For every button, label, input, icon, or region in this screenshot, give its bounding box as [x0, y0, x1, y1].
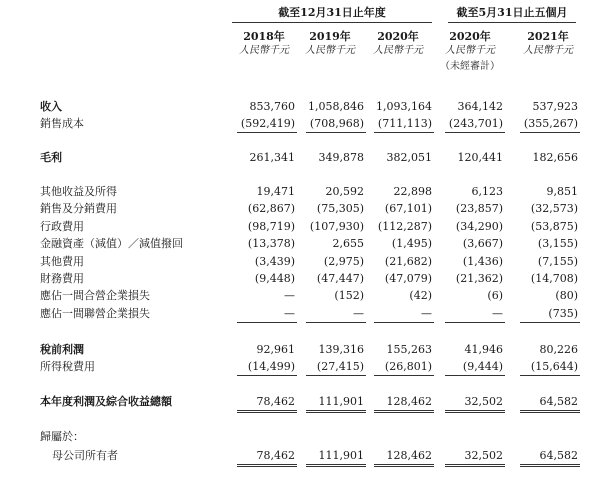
- column-year-2: 2019年: [309, 30, 351, 43]
- column-unit-1: 人民幣千元: [239, 45, 289, 56]
- row-value: (26,801): [384, 360, 432, 373]
- double-underline: [374, 410, 434, 413]
- row-value: 64,582: [539, 449, 578, 462]
- column-year-5: 2021年: [527, 30, 569, 43]
- single-underline: [374, 322, 434, 323]
- row-value: 111,901: [318, 449, 364, 462]
- row-label: 所得稅費用: [40, 360, 95, 373]
- row-value: —: [353, 307, 364, 320]
- single-underline: [445, 132, 505, 133]
- row-value: 1,093,164: [376, 100, 432, 113]
- row-value: 1,058,846: [308, 100, 364, 113]
- single-underline: [520, 322, 580, 323]
- row-label: 本年度利潤及綜合收益總額: [40, 395, 172, 408]
- column-unit-3: 人民幣千元: [373, 45, 423, 56]
- row-value: (14,499): [247, 360, 295, 373]
- row-value: 349,878: [318, 151, 364, 164]
- column-unit-2: 人民幣千元: [305, 45, 355, 56]
- row-value: (6): [487, 289, 503, 302]
- row-value: (1,436): [462, 255, 503, 268]
- column-unit-4: 人民幣千元: [445, 45, 495, 56]
- row-value: 382,051: [386, 151, 432, 164]
- row-label: 其他收益及所得: [40, 185, 117, 198]
- column-year-1: 2018年: [243, 30, 285, 43]
- row-value: (47,447): [316, 272, 364, 285]
- row-value: (107,930): [309, 220, 364, 233]
- row-value: (3,155): [537, 237, 578, 250]
- row-label: 毛利: [40, 151, 62, 164]
- row-value: 139,316: [318, 343, 364, 356]
- single-underline: [445, 322, 505, 323]
- row-value: (14,708): [530, 272, 578, 285]
- row-value: (112,287): [377, 220, 432, 233]
- row-value: (21,362): [455, 272, 503, 285]
- row-label: 銷售成本: [40, 117, 84, 130]
- double-underline: [520, 410, 580, 413]
- row-value: 80,226: [539, 343, 578, 356]
- double-underline: [237, 410, 297, 413]
- period-group-title-year-end: 截至12月31日止年度: [278, 6, 386, 19]
- row-value: (34,290): [455, 220, 503, 233]
- row-value: (13,378): [247, 237, 295, 250]
- row-value: (21,682): [384, 255, 432, 268]
- column-year-4: 2020年: [449, 30, 491, 43]
- row-value: 128,462: [386, 449, 432, 462]
- unaudited-note: （未經審計）: [440, 61, 500, 72]
- row-value: (42): [409, 289, 432, 302]
- row-label: 財務費用: [40, 272, 84, 285]
- row-value: —: [284, 307, 295, 320]
- row-value: (735): [548, 307, 578, 320]
- row-value: 32,502: [464, 449, 503, 462]
- single-underline: [237, 322, 297, 323]
- row-label: 收入: [40, 100, 62, 113]
- row-label: 行政費用: [40, 220, 84, 233]
- row-value: 120,441: [457, 151, 503, 164]
- row-label: 金融資產（減值）／減值撥回: [40, 237, 183, 250]
- row-value: (3,439): [254, 255, 295, 268]
- row-label: 應佔一間聯營企業損失: [40, 307, 150, 320]
- row-value: 32,502: [464, 395, 503, 408]
- row-value: (27,415): [316, 360, 364, 373]
- row-value: 128,462: [386, 395, 432, 408]
- row-value: —: [284, 289, 295, 302]
- single-underline: [306, 132, 366, 133]
- row-value: (2,975): [323, 255, 364, 268]
- row-value: 9,851: [546, 185, 578, 198]
- row-label: 母公司所有者: [52, 449, 118, 462]
- row-value: 537,923: [532, 100, 578, 113]
- row-value: 64,582: [539, 395, 578, 408]
- row-value: 92,961: [256, 343, 295, 356]
- row-value: (243,701): [448, 117, 503, 130]
- header-rule-year-end: [232, 22, 432, 23]
- row-value: 853,760: [249, 100, 295, 113]
- double-underline: [520, 464, 580, 467]
- period-group-title-five-months: 截至5月31日止五個月: [456, 6, 568, 19]
- row-value: 2,655: [332, 237, 364, 250]
- row-value: 6,123: [471, 185, 503, 198]
- double-underline: [374, 464, 434, 467]
- row-value: (67,101): [384, 202, 432, 215]
- row-value: 364,142: [457, 100, 503, 113]
- single-underline: [237, 375, 297, 376]
- row-value: (15,644): [530, 360, 578, 373]
- single-underline: [237, 132, 297, 133]
- row-value: 78,462: [256, 449, 295, 462]
- row-value: (53,875): [530, 220, 578, 233]
- row-value: (9,444): [462, 360, 503, 373]
- double-underline: [306, 464, 366, 467]
- row-value: (708,968): [309, 117, 364, 130]
- row-value: 20,592: [325, 185, 364, 198]
- row-value: (592,419): [240, 117, 295, 130]
- double-underline: [445, 410, 505, 413]
- row-value: (62,867): [247, 202, 295, 215]
- single-underline: [306, 322, 366, 323]
- row-value: 261,341: [249, 151, 295, 164]
- row-value: (1,495): [391, 237, 432, 250]
- row-value: 41,946: [464, 343, 503, 356]
- single-underline: [520, 132, 580, 133]
- double-underline: [445, 464, 505, 467]
- row-value: —: [421, 307, 432, 320]
- row-value: (9,448): [254, 272, 295, 285]
- row-value: 19,471: [256, 185, 295, 198]
- row-label: 歸屬於：: [40, 430, 84, 443]
- column-year-3: 2020年: [377, 30, 419, 43]
- row-value: (75,305): [316, 202, 364, 215]
- row-value: (98,719): [247, 220, 295, 233]
- row-value: 111,901: [318, 395, 364, 408]
- header-rule-five-months: [448, 22, 576, 23]
- double-underline: [306, 410, 366, 413]
- single-underline: [445, 375, 505, 376]
- row-value: (355,267): [523, 117, 578, 130]
- single-underline: [306, 375, 366, 376]
- row-label: 稅前利潤: [40, 343, 84, 356]
- row-value: —: [492, 307, 503, 320]
- column-unit-5: 人民幣千元: [523, 45, 573, 56]
- single-underline: [374, 375, 434, 376]
- row-value: (711,113): [377, 117, 432, 130]
- row-value: (47,079): [384, 272, 432, 285]
- row-value: 182,656: [532, 151, 578, 164]
- row-value: (152): [334, 289, 364, 302]
- row-label: 其他費用: [40, 255, 84, 268]
- row-value: 78,462: [256, 395, 295, 408]
- row-value: (23,857): [455, 202, 503, 215]
- single-underline: [520, 375, 580, 376]
- row-value: (32,573): [530, 202, 578, 215]
- row-label: 應佔一間合營企業損失: [40, 289, 150, 302]
- double-underline: [237, 464, 297, 467]
- single-underline: [374, 132, 434, 133]
- row-label: 銷售及分銷費用: [40, 202, 117, 215]
- row-value: 155,263: [386, 343, 432, 356]
- row-value: (7,155): [537, 255, 578, 268]
- row-value: (3,667): [462, 237, 503, 250]
- row-value: 22,898: [393, 185, 432, 198]
- row-value: (80): [555, 289, 578, 302]
